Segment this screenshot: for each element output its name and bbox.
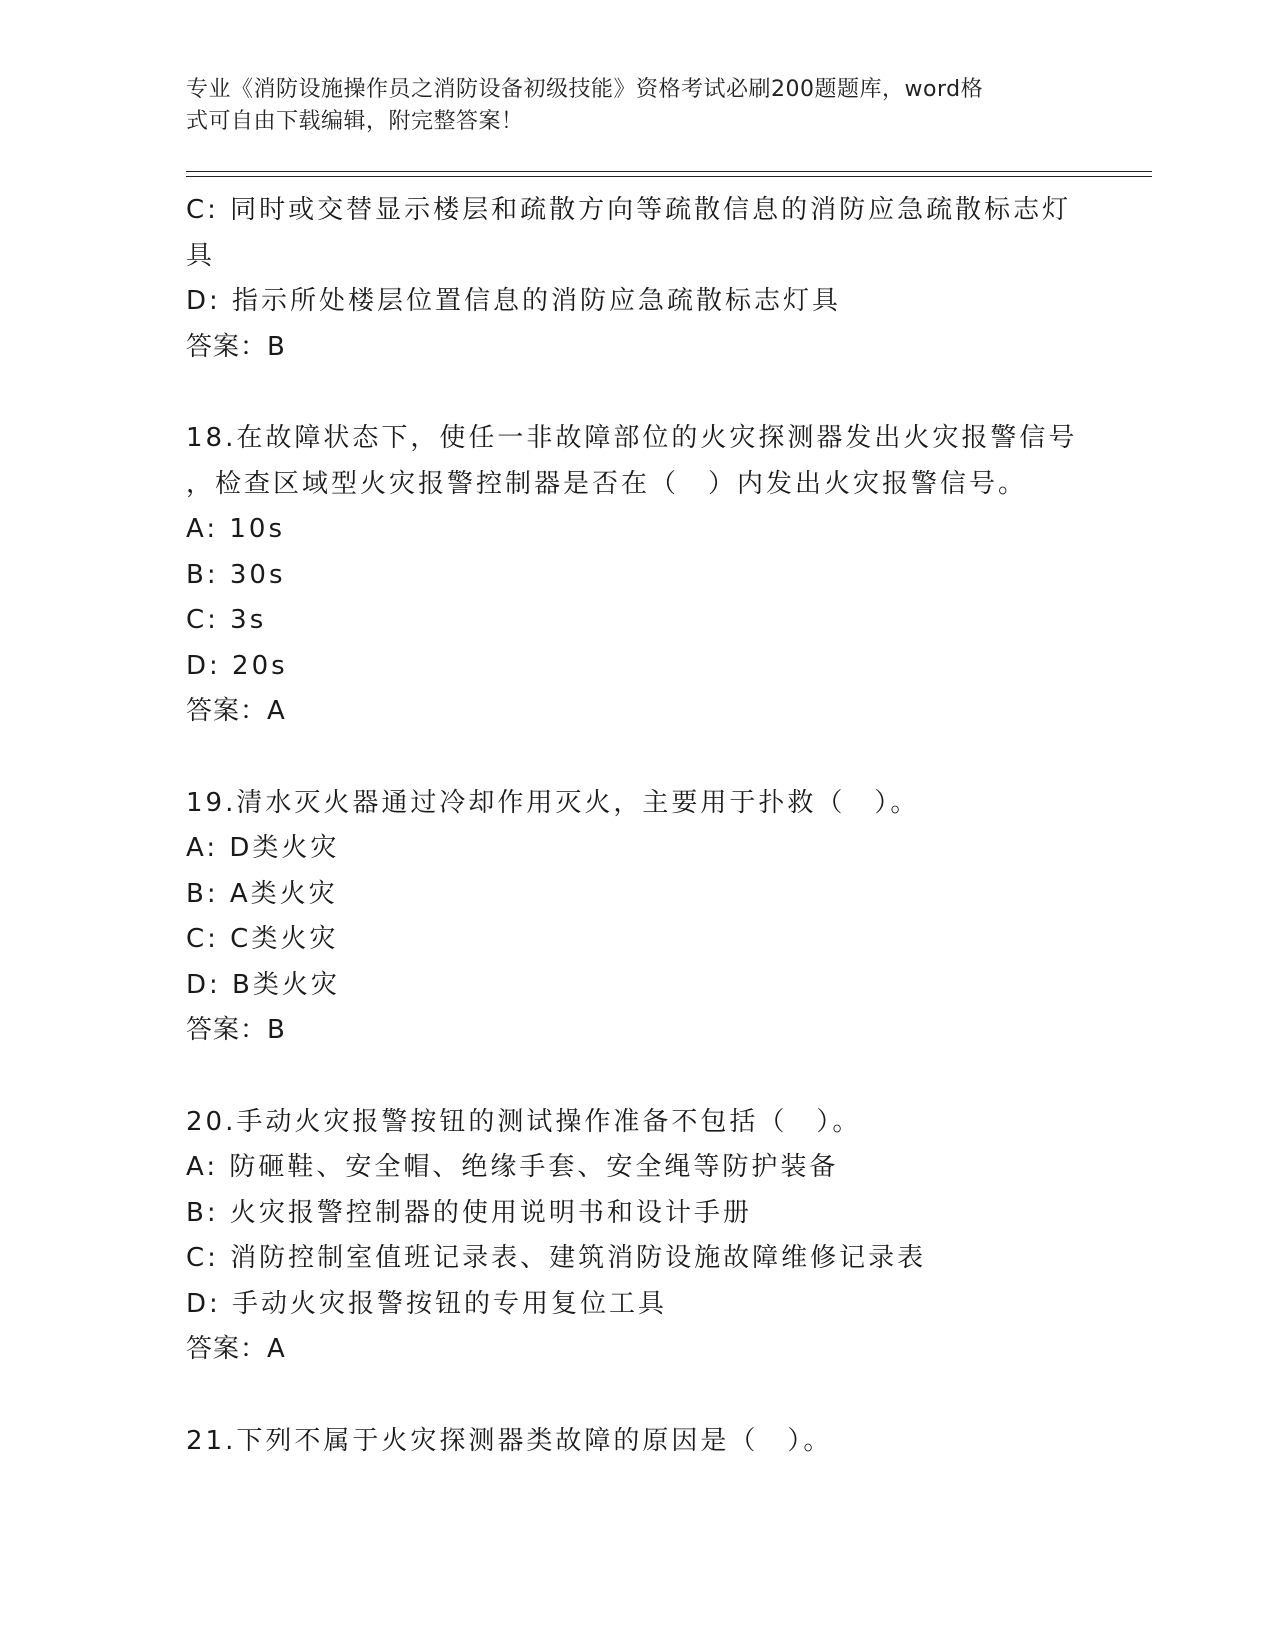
question-spacer (186, 1373, 1086, 1419)
question-text-line: 19.清水灭火器通过冷却作用灭火，主要用于扑救（ ）。 (186, 787, 920, 818)
document-header (186, 74, 1066, 138)
question-19 (186, 781, 1086, 1054)
option-a: A: 防砸鞋、安全帽、绝缘手套、安全绳等防护装备 (186, 1152, 839, 1182)
option-d: D: 手动火灾报警按钮的专用复位工具 (186, 1288, 668, 1319)
question-spacer (186, 370, 1086, 416)
option-b: B: 火灾报警控制器的使用说明书和设计手册 (186, 1197, 752, 1228)
option-a: A: 10s (186, 514, 285, 544)
option-d: D: 20s (186, 650, 288, 681)
header-rule-top (186, 171, 1152, 172)
question-content (186, 188, 1086, 1464)
question-20 (186, 1100, 1086, 1373)
question-text-line: 21.下列不属于火灾探测器类故障的原因是（ ）。 (186, 1425, 833, 1456)
header-rule-bottom (186, 176, 1152, 177)
answer-line: 答案：A (186, 1334, 286, 1364)
answer-line: 答案：B (186, 1015, 286, 1045)
option-b: B: A类火灾 (186, 878, 338, 909)
option-c: C: 3s (186, 605, 267, 635)
option-c: C: C类火灾 (186, 924, 339, 954)
answer-line: 答案：A (186, 696, 286, 726)
answer-line: 答案：B (186, 331, 286, 362)
header-line-1: 专业《消防设施操作员之消防设备初级技能》资格考试必刷200题题库，word格 (186, 77, 984, 102)
option-b: B: 30s (186, 559, 286, 590)
option-d: D: 指示所处楼层位置信息的消防应急疏散标志灯具 (186, 286, 842, 316)
question-text-line: 18.在故障状态下，使任一非故障部位的火灾探测器发出火灾报警信号 (186, 423, 1078, 453)
prev-question-block (186, 188, 1086, 370)
option-c: C: 消防控制室值班记录表、建筑消防设施故障维修记录表 (186, 1243, 927, 1273)
question-text-line: 20.手动火灾报警按钮的测试操作准备不包括（ ）。 (186, 1106, 862, 1137)
option-c: C: 同时或交替显示楼层和疏散方向等疏散信息的消防应急疏散标志灯 (186, 195, 1072, 225)
question-spacer (186, 735, 1086, 781)
question-text-line: ，检查区域型火灾报警控制器是否在（ ）内发出火灾报警信号。 (186, 468, 1028, 499)
question-18 (186, 416, 1086, 735)
option-c-continuation: 具 (186, 240, 216, 271)
header-line-2: 式可自由下载编辑，附完整答案！ (186, 109, 524, 134)
option-d: D: B类火灾 (186, 969, 340, 1000)
question-spacer (186, 1054, 1086, 1100)
option-a: A: D类火灾 (186, 833, 340, 863)
question-21 (186, 1419, 1086, 1465)
